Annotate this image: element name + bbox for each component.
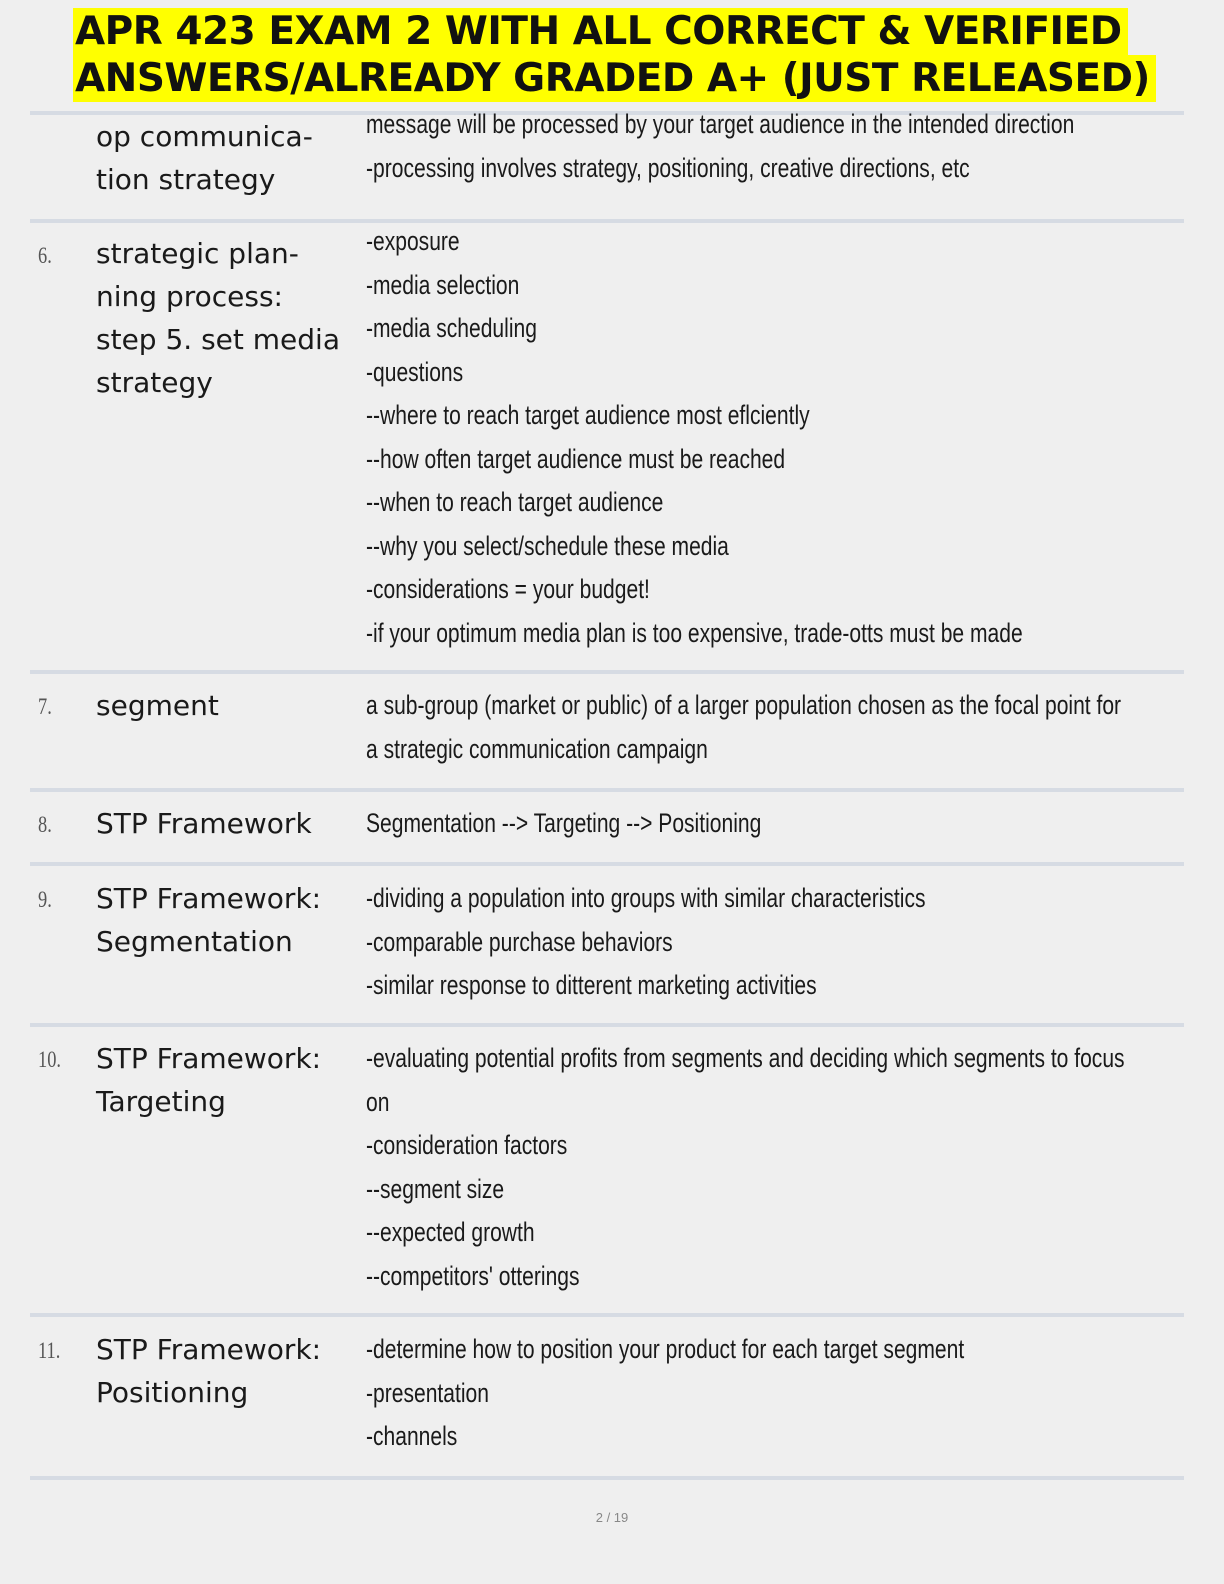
divider [30,1313,1184,1317]
term-label: STP Framework: Targeting [96,1042,322,1118]
term-label: STP Framework: Positioning [96,1333,322,1409]
row-number: 6. [38,243,52,268]
definition: -exposure -media selection -media scheduling -questions --where to reach target audience most eflciently --how often target audience must be reached --when to reach target audience --why you select/schedule these media -considerations = your budget! -if your optimum media plan is too expensive, trade-otts must be made [366,226,1023,648]
page-indicator: 2 / 19 [595,1510,629,1525]
divider [30,1476,1184,1480]
definition: Segmentation --> Targeting --> Positioning [366,808,762,838]
divider [30,670,1184,674]
divider [30,788,1184,792]
definition: message will be processed by your target audience in the intended direction -processing involves strategy, positioning, creative directions, etc [366,109,1075,183]
definition: -evaluating potential profits from segments and deciding which segments to focus on -consideration factors --segment size --expected growth --competitors' otterings [366,1043,1125,1291]
divider [30,1023,1184,1027]
term-label: strategic plan- ning process: step 5. set media strategy [96,237,340,399]
term-label: STP Framework [96,807,312,840]
row-number: 10. [38,1047,61,1072]
title-line-1: APR 423 EXAM 2 WITH ALL CORRECT & VERIFIED [73,8,1128,55]
title-line-2: ANSWERS/ALREADY GRADED A+ (JUST RELEASED) [73,55,1156,102]
term-label: op communica- tion strategy [96,120,313,196]
definition: -determine how to position your product for each target segment -presentation -channels [366,1334,965,1451]
row-number: 9. [38,887,52,912]
row-number: 11. [38,1338,61,1363]
definition: -dividing a population into groups with similar characteristics -comparable purchase behaviors -similar response to ditterent marketing activities [366,883,926,1000]
term-label: segment [96,689,219,722]
row-number: 8. [38,812,52,837]
term-label: STP Framework: Segmentation [96,882,322,958]
definition: a sub-group (market or public) of a larger population chosen as the focal point for a strategic communication campaign [366,690,1122,764]
row-number: 7. [38,694,52,719]
document-title [73,8,1156,102]
divider [30,862,1184,866]
